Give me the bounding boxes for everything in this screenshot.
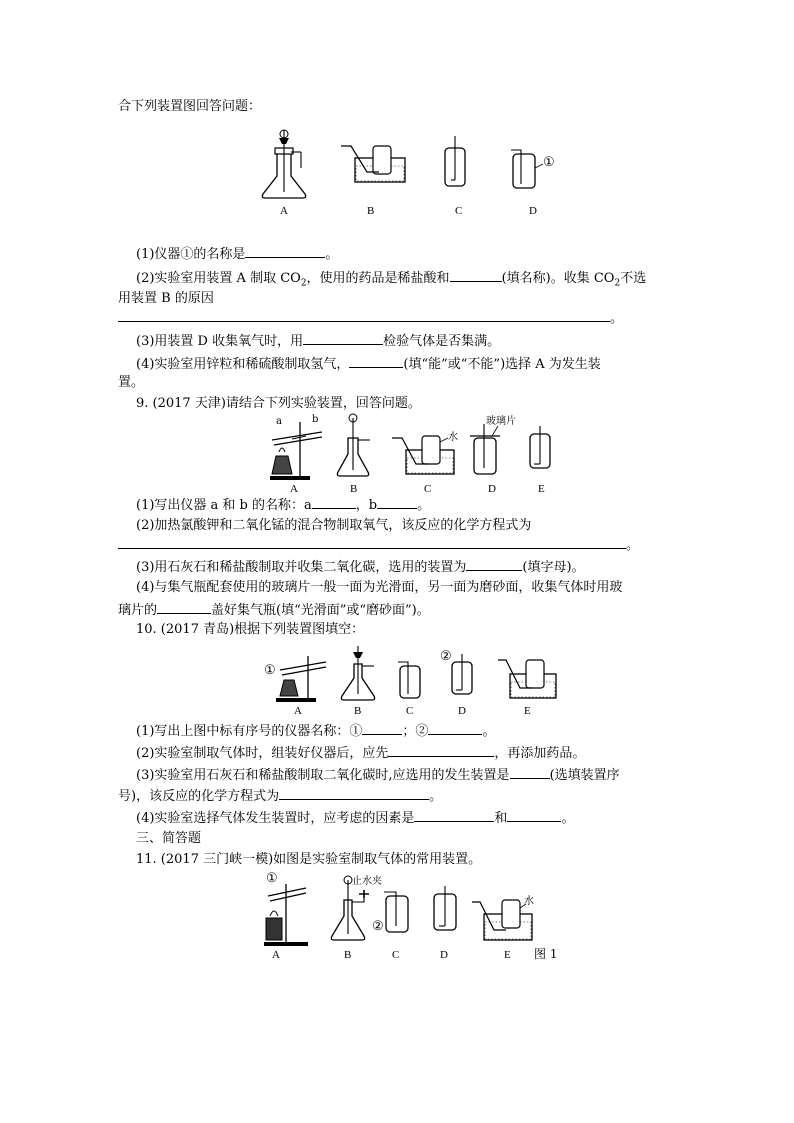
answer-blank[interactable]: [362, 721, 402, 735]
q11-label-b: B: [344, 949, 352, 961]
q11-label-a: A: [272, 949, 280, 961]
q11-label-c: C: [392, 949, 400, 961]
q8-apparatus-figure: [255, 128, 575, 220]
gas-bottle-up-icon: [398, 662, 420, 698]
gas-bottle-down-icon: [434, 886, 456, 930]
q11-marker-2: ②: [372, 919, 384, 934]
answer-blank[interactable]: [428, 721, 482, 735]
q10-part3: (3)实验室用石灰石和稀盐酸制取二氧化碳时,应选用的发生装置是 (选填装置序: [136, 765, 620, 785]
answer-blank[interactable]: [377, 495, 417, 509]
q11-caption: 图 1: [534, 947, 558, 961]
answer-blank[interactable]: [279, 786, 429, 800]
answer-blank[interactable]: [510, 765, 550, 779]
gas-bottle-down-icon: [445, 136, 465, 186]
q9-tag-a: a: [276, 416, 282, 427]
q10-label-c: C: [406, 705, 414, 716]
q8-label-a: A: [280, 205, 288, 217]
answer-blank[interactable]: [303, 331, 383, 345]
q9-part1: (1)写出仪器 a 和 b 的名称：a ，b 。: [136, 495, 430, 515]
q9-label-b: B: [350, 483, 358, 494]
gas-bottle-down-icon: [452, 654, 472, 694]
answer-blank[interactable]: [414, 808, 494, 822]
q10-title: 10. (2017 青岛)根据下列装置图填空：: [136, 622, 365, 637]
q10-label-a: A: [294, 705, 302, 716]
q9-label-a: A: [290, 483, 298, 494]
q10-part2: (2)实验室制取气体时，组装好仪器后，应先 ，再添加药品。: [136, 743, 585, 763]
answer-blank[interactable]: [450, 268, 502, 282]
answer-blank[interactable]: [507, 808, 561, 822]
q10-part1: (1)写出上图中标有序号的仪器名称：① ；② 。: [136, 721, 495, 741]
q8-part4-cont: 置。: [118, 375, 145, 390]
q9-part4: (4)与集气瓶配套使用的玻璃片一般一面为光滑面，另一面为磨砂面，收集气体时用玻: [136, 580, 623, 595]
q8-part2-cont: 用装置 B 的原因: [118, 291, 214, 306]
heating-setup-icon: [270, 422, 322, 480]
answer-blank[interactable]: [157, 600, 211, 614]
q9-part3: (3)用石灰石和稀盐酸制取并收集二氧化碳，选用的装置为 (填字母)。: [136, 557, 585, 577]
q10-apparatus-figure: [262, 644, 562, 716]
q9-part2: (2)加热氯酸钾和二氧化锰的混合物制取氧气，该反应的化学方程式为: [136, 518, 532, 533]
gas-bottle-up-icon: [511, 150, 543, 188]
q8-part2: (2)实验室用装置 A 制取 $CO_2$，使用的药品是稀盐酸和 (填名称)。收集 $CO_2$不选: [136, 268, 646, 293]
answer-blank[interactable]: [118, 308, 610, 322]
q9-label-d: D: [488, 483, 496, 494]
q8-part1: (1)仪器①的名称是 。: [136, 244, 338, 264]
q11-marker-1: ①: [266, 871, 278, 886]
q8-part3: (3)用装置 D 收集氧气时，用 检验气体是否集满。: [136, 331, 500, 351]
q8-label-c: C: [455, 205, 463, 217]
q10-label-b: B: [354, 705, 362, 716]
gas-bottle-up-icon: [384, 892, 408, 932]
q11-label-d: D: [440, 949, 448, 961]
water-trough-icon: [498, 660, 556, 698]
water-trough-icon: [472, 900, 532, 940]
answer-blank[interactable]: [118, 535, 626, 549]
q8-part4: (4)实验室用锌粒和稀硫酸制取氢气， (填“能”或“不能”)选择 A 为发生装: [136, 354, 601, 374]
answer-blank[interactable]: [245, 244, 325, 258]
q9-tag-b: b: [312, 414, 319, 425]
answer-blank[interactable]: [466, 557, 522, 571]
q11-title: 11. (2017 三门峡一模)如图是实验室制取气体的常用装置。: [136, 852, 482, 867]
q8-label-d: D: [529, 205, 537, 217]
q11-tag-clamp: 止水夹: [352, 876, 382, 887]
flask-funnel-icon: [341, 646, 374, 700]
q8-intro: 合下列装置图回答问题：: [118, 99, 262, 114]
q10-label-e: E: [524, 705, 531, 716]
q11-tag-water: 水: [524, 896, 534, 907]
q10-marker-2: ②: [440, 649, 452, 664]
water-trough-icon: [392, 436, 454, 474]
flask-funnel-icon: [337, 414, 370, 476]
gas-bottle-down-icon: [530, 426, 550, 468]
q10-part3-cont: 号)，该反应的化学方程式为 。: [118, 786, 442, 806]
q9-label-c: C: [424, 483, 432, 494]
q11-apparatus-figure: [258, 870, 568, 962]
q10-label-d: D: [458, 705, 466, 716]
q10-part4: (4)实验室选择气体发生装置时，应考虑的因素是 和 。: [136, 808, 574, 828]
section-heading: 三、简答题: [136, 831, 202, 846]
q9-part4-cont: 璃片的 盖好集气瓶(填“光滑面”或“磨砂面”)。: [118, 600, 430, 620]
q11-label-e: E: [504, 949, 511, 961]
q9-tag-glass: 玻璃片: [486, 416, 516, 427]
q8-part2-answer: 。: [118, 308, 623, 328]
answer-blank[interactable]: [312, 495, 356, 509]
answer-blank[interactable]: [388, 743, 494, 757]
q8-marker-1: ①: [543, 155, 555, 170]
q9-title: 9. (2017 天津)请结合下列实验装置，回答问题。: [136, 396, 421, 411]
gas-bottle-plate-icon: [470, 424, 500, 474]
answer-blank[interactable]: [349, 354, 403, 368]
q10-marker-1: ①: [264, 663, 276, 678]
q8-label-b: B: [367, 205, 375, 217]
heating-setup-icon: [276, 656, 326, 702]
q9-tag-water: 水: [448, 432, 458, 443]
q9-part2-answer: 。: [118, 535, 639, 555]
q9-label-e: E: [538, 483, 545, 494]
flask-funnel-icon: [262, 130, 305, 198]
q9-apparatus-figure: [262, 412, 562, 494]
heating-setup-icon: [264, 884, 308, 946]
water-trough-icon: [341, 146, 405, 182]
